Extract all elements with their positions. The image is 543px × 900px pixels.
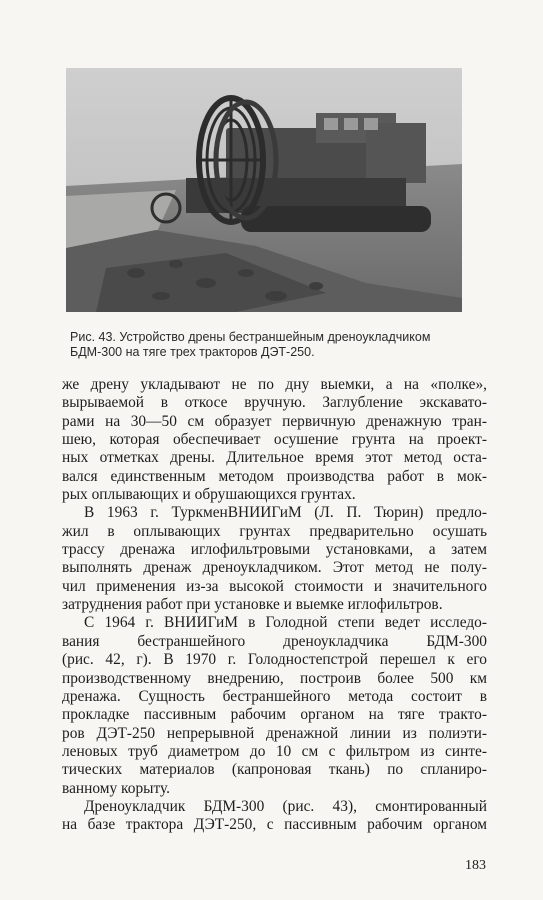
text-line: чил применения из-за высокой стоимости и значительного [62,577,487,595]
page-number: 183 [465,858,486,873]
caption-line: Рис. 43. Устройство дрены бестраншейным дреноукладчиком [70,330,431,344]
text-line: ных отметках дрены. Длительное время этот метод оста- [62,449,487,467]
text-line: ров ДЭТ-250 непрерывной дренажной линии из полиэти- [62,724,487,742]
text-line: производственному внедрению, построив более 500 км [62,669,487,687]
body-text [62,376,487,835]
figure-caption [70,330,470,360]
text-line: же дрену укладывают не по дну выемки, а на «полке», [62,376,487,393]
figure-photo [66,68,462,312]
text-line: ванному корыту. [62,779,171,797]
text-line: шею, которая обеспечивает осушение грунта на проект- [62,431,487,449]
caption-line: БДМ-300 на тяге трех тракторов ДЭТ-250. [70,345,315,359]
text-line: С 1964 г. ВНИИГиМ в Голодной степи ведет исследо- [84,614,487,632]
text-line: леновых труб диаметром до 10 см с фильтром из синте- [62,742,487,760]
text-line: рых оплывающих и обрушающихся грунтах. [62,486,356,504]
text-line: (рис. 42, г). В 1970 г. Голодностепстрой перешел к его [62,651,487,669]
dredge-machine-photo [66,68,462,312]
text-line: затруднения работ при установке и выемке иглофильтров. [62,596,443,614]
text-line: вался единственным методом производства работ в мок- [62,467,487,485]
text-line: прокладке пассивным рабочим органом на тяге тракто- [62,706,487,724]
text-line: трассу дренажа иглофильтровыми установками, а затем [62,541,487,559]
text-line: дренажа. Сущность бестраншейного метода состоит в [62,687,487,705]
text-line: жил в оплывающих грунтах предварительно осушать [62,522,487,540]
text-line: выполнять дренаж дреноукладчиком. Этот метод не полу- [62,559,487,577]
text-line: вания бестраншейного дреноукладчика БДМ-300 [62,632,487,650]
text-line: вырываемой в откосе вручную. Заглубление экскавато- [62,394,487,412]
text-line: рами на 30—50 см образует первичную дренажную тран- [62,412,487,430]
text-line: В 1963 г. ТуркменВНИИГиМ (Л. П. Тюрин) предло- [84,504,487,522]
text-line: на базе трактора ДЭТ-250, с пассивным рабочим органом [62,816,487,834]
text-line: Дреноукладчик БДМ-300 (рис. 43), смонтированный [84,797,487,815]
text-line: тических материалов (капроновая ткань) по спланиро- [62,761,487,779]
